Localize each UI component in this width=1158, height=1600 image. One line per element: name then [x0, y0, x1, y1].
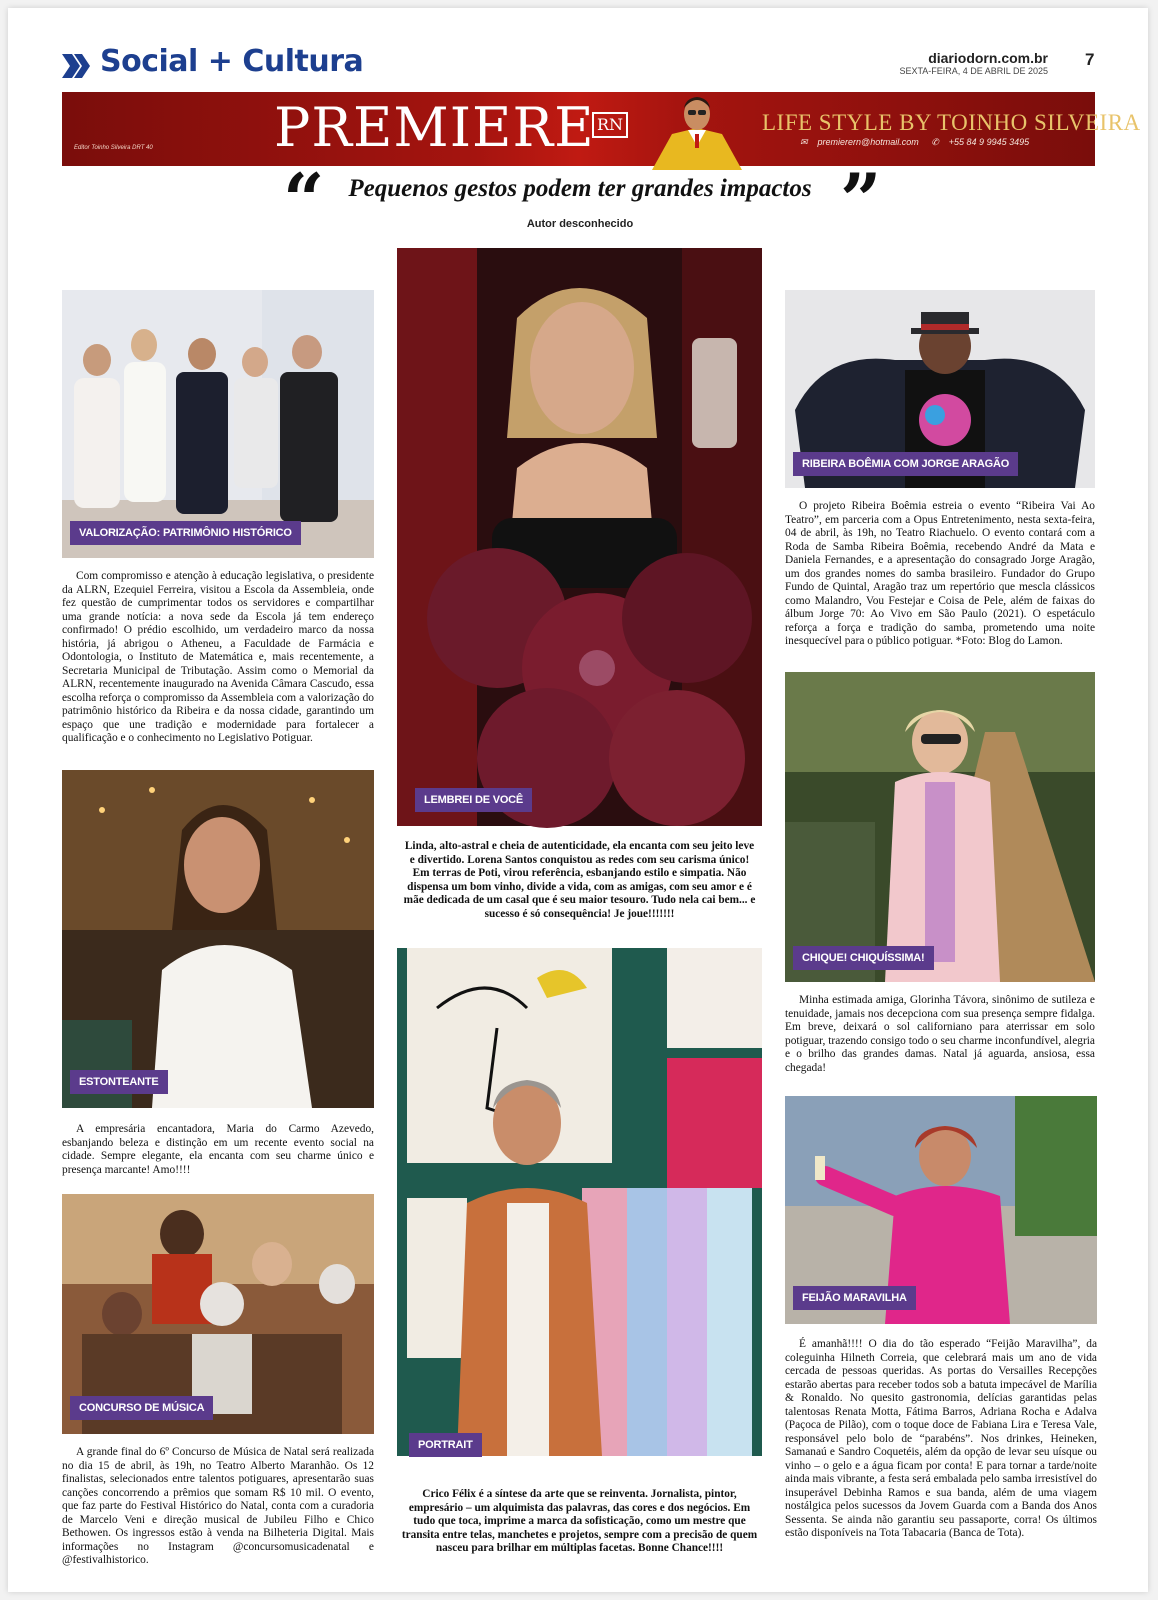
- editor-credit: Editor Toinho Silveira DRT 40: [74, 145, 153, 151]
- photo-valorizacao: [62, 290, 374, 558]
- tag-portrait: PORTRAIT: [409, 1433, 482, 1457]
- open-quote-icon: “: [283, 157, 325, 242]
- article-ribeira: O projeto Ribeira Boêmia estreia o evento “Ribeira Vai Ao Teatro”, em parceria com a Opus Entretenimento, nesta sexta-feira, 04 de abril, às 19h, no Teatro Riachuelo. O evento contará com a Roda de Samba Ribeira Boêmia, recebendo André da Mata e Daniela Fernandes, e a apresentação do consagrado Jorge Aragão, um dos grandes nomes do samba brasileiro. Fundador do Grupo Fundo de Quintal, Aragão traz um repertório que mescla clássicos como Malandro, Vou Festejar e Coisa de Pele, além de faixas do álbum Jorge 70: Ao Vivo em São Paulo (2021). O espetáculo reforça a força e tradição do samba, prometendo uma noite inesquecível para o público potiguar. *Foto: Blog do Lamon.: [785, 500, 1095, 647]
- article-portrait: Crico Félix é a síntese da arte que se reinventa. Jornalista, pintor, empresário – um alquimista das palavras, das cores e dos negócios. Em tudo que toca, imprime a marca da sofisticação, como um mestre que transita entre telas, manchetes e projetos, sempre com a precisão de quem nasceu para brilhar em múltiplas facetas. Bonne Chance!!!!: [401, 1488, 758, 1554]
- chevron-right-icon: [62, 52, 94, 80]
- photo-portrait: [397, 948, 762, 1456]
- issue-date: SEXTA-FEIRA, 4 DE ABRIL DE 2025: [899, 66, 1048, 76]
- banner-slogan: LIFE STYLE BY TOINHO SILVEIRA: [762, 110, 1141, 135]
- article-lembrei: Linda, alto-astral e cheia de autenticidade, ela encanta com seu jeito leve e divertido. Lorena Santos conquistou as redes com seu carisma único! Em terras de Poti, virou referência, esbanjando estilo e simpatia. Não dispensa um bom vinho, divide a vida, com as amigas, com seu amor e é mãe dedicada de um casal que é seu maior tesouro. Tudo nela cai bem... e sucesso é só consequência! Je joue!!!!!!!: [403, 840, 756, 920]
- article-valorizacao: Com compromisso e atenção à educação legislativa, o presidente da ALRN, Ezequiel Ferreira, visitou a Escola da Assembleia, onde fez questão de cumprimentar todos os servidores e compartilhar uma grande notícia: a nova sede da Escola já tem endereço confirmado! O prédio escolhido, um verdadeiro marco da nossa história, já abrigou o Atheneu, a Faculdade de Farmácia e Odontologia, o Instituto de Matemática e, mais recentemente, a Secretaria Municipal de Tributação. Assim como o Memorial da ALRN, recentemente inaugurado na Avenida Câmara Cascudo, essa escolha reforça o compromisso da Assembleia com a valorização do patrimônio histórico da Ribeira e da nossa cidade, garantindo um espaço que une tradição e modernidade para fortalecer a qualificação e o conhecimento no Legislativo Potiguar.: [62, 570, 374, 744]
- photo-lembrei: [397, 248, 762, 826]
- article-estonteante: A empresária encantadora, Maria do Carmo Azevedo, esbanjando beleza e distinção em um recente evento social na cidade. Sempre elegante, ela encanta com seu charme único e presença marcante! Amo!!!!: [62, 1123, 374, 1176]
- whatsapp-icon: ✆: [931, 137, 939, 147]
- tag-estonteante: ESTONTEANTE: [70, 1070, 168, 1094]
- quote-author: Autor desconhecido: [526, 218, 634, 230]
- photo-estonteante: [62, 770, 374, 1108]
- premiere-banner: [62, 92, 1141, 166]
- tag-lembrei: LEMBREI DE VOCÊ: [415, 788, 532, 812]
- article-chique: Minha estimada amiga, Glorinha Távora, sinônimo de sutileza e tenuidade, jamais nos decepciona com sua presença sempre fidalga. Em breve, deixará o sol californiano para aterrissar em solo potiguar, trazendo consigo todo o seu charme inconfundível, alegria e o brilho das grandes damas. Natal já aguarda, ansiosa, essa chegada!: [785, 994, 1095, 1074]
- mail-icon: ✉: [800, 137, 808, 147]
- close-quote-icon: ”: [840, 157, 882, 242]
- banner-email: premierern@hotmail.com: [817, 137, 919, 147]
- banner-contact: [800, 137, 1039, 148]
- columnist-portrait-icon: [642, 90, 752, 170]
- photo-chique: [785, 672, 1095, 982]
- tag-chique: CHIQUE! CHIQUÍSSIMA!: [793, 946, 934, 970]
- page-number: 7: [1085, 50, 1095, 69]
- banner-badge: RN: [592, 112, 628, 138]
- banner-title: PREMIERE: [274, 96, 595, 159]
- banner-phone: +55 84 9 9945 3495: [948, 137, 1030, 147]
- tag-valorizacao: VALORIZAÇÃO: PATRIMÔNIO HISTÓRICO: [70, 521, 301, 545]
- tag-ribeira: RIBEIRA BOÊMIA COM JORGE ARAGÃO: [793, 452, 1018, 476]
- article-concurso: A grande final do 6º Concurso de Música de Natal será realizada no dia 15 de abril, às 19h, no Teatro Alberto Maranhão. Os 12 finalistas, selecionados entre talentos potiguares, apresentarão suas canções concorrendo a prêmios que somam R$ 10 mil. O evento, que faz parte do Festival Histórico do Natal, conta com a curadoria de Marcelo Veni e direção musical de Jubileu Filho e Chico Bethowen. Os ingressos estão à venda na Bilheteria Digital. Mais informações no Instagram @concursomusicadenatal e @festivalhistorico.: [62, 1446, 374, 1566]
- site-url: diariodorn.com.br: [928, 50, 1048, 66]
- article-feijao: É amanhã!!!! O dia do tão esperado “Feijão Maravilha”, da coleguinha Hilneth Correia, que celebrará mais um ano de vida cercada de pessoas queridas. As portas do Versailles Recepções estarão abertas para receber todos sob a batuta impecável de Marília & Ronaldo. No quesito gastronomia, delícias garantidas pelas talentosas Renata Motta, Fátima Barros, Adriana Rocha e Adalva (Paçoca de Pilão), com o toque doce de Fabiana Lira e Teresa Vale, responsável pelo bolo de “parabéns”. Nos drinkes, Heineken, Samanaú e Sandro Coquetéis, além da opção de levar seu uísque ou vinho – o gelo e a água ficam por conta! E para tornar a tarde/noite ainda mais vibrante, a festa será embalada pelo samba irresistível do insuperável Debinha Ramos e sua banda, além de uma viagem nostálgica pelos sucessos da Jovem Guarda com a Banda dos Anos Sessenta. Se ainda não garantiu seu passaporte, corra! Os últimos estão disponíveis na Tota Tabacaria (Banca de Tota).: [785, 1338, 1097, 1539]
- tag-concurso: CONCURSO DE MÚSICA: [70, 1396, 213, 1420]
- section-title: Social + Cultura: [100, 44, 364, 79]
- tag-feijao: FEIJÃO MARAVILHA: [793, 1286, 916, 1310]
- pull-quote: Pequenos gestos podem ter grandes impactos: [348, 175, 812, 202]
